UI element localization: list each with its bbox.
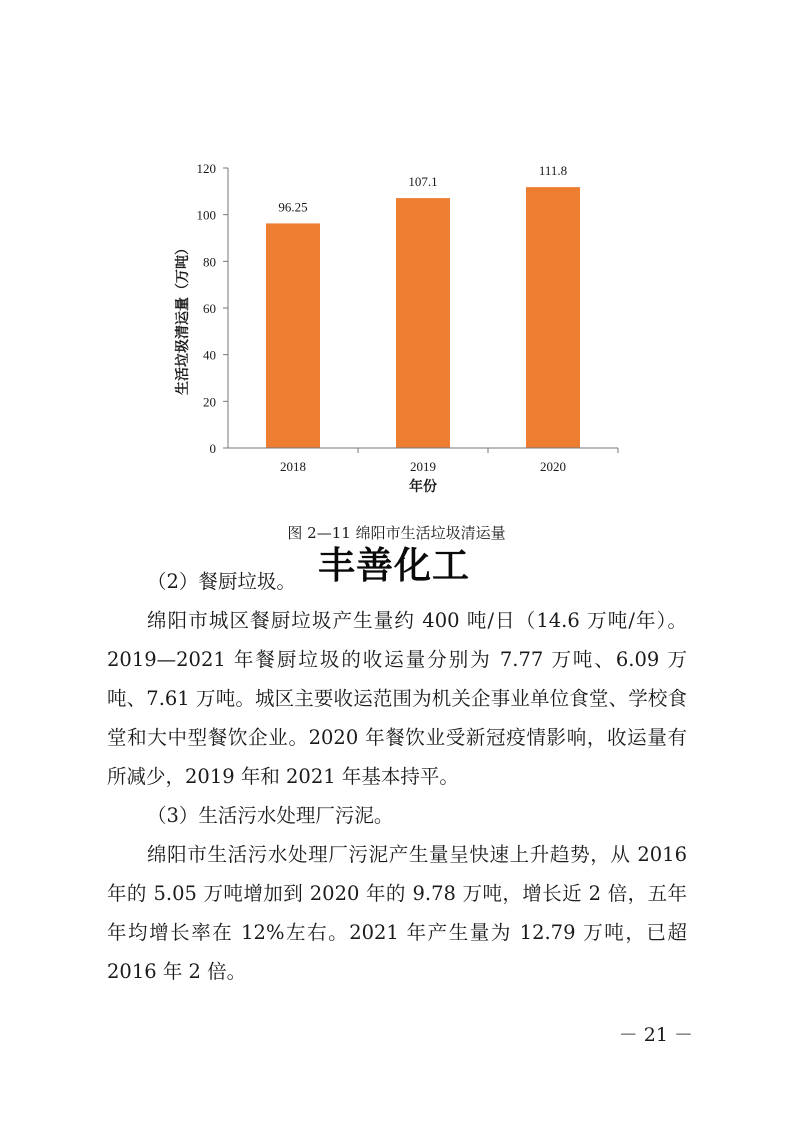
kitchen-waste-paragraph: 绵阳市城区餐厨垃圾产生量约 400 吨/日（14.6 万吨/年）。2019—2021 年餐厨垃圾的收运量分别为 7.77 万吨、6.09 万吨、7.61 万吨。城区主要收运范围为机关企事业单位食堂、学校食堂和大中型餐饮企业。2020 年餐饮业受新冠疫情影响，收运量有所减少，2019 年和 2021 年基本持平。 xyxy=(107,609,687,788)
bar xyxy=(396,198,450,448)
figure-caption: 图 2—11 绵阳市生活垃圾清运量 xyxy=(287,524,506,542)
sludge-paragraph: 绵阳市生活污水处理厂污泥产生量呈快速上升趋势，从 2016 年的 5.05 万吨增加到 2020 年的 9.78 万吨，增长近 2 倍，五年年均增长率在 12%左右。2021 年产生量为 12.79 万吨，已超 2016 年 2 倍。 xyxy=(107,843,687,983)
watermark-logo: 丰善化工 xyxy=(318,544,470,587)
bar xyxy=(526,187,580,448)
kitchen-waste-heading: （2）餐厨垃圾。 xyxy=(147,570,296,593)
y-tick-label: 20 xyxy=(203,394,216,410)
y-axis-ticks xyxy=(197,161,229,456)
data-label: 111.8 xyxy=(538,163,568,179)
y-tick-label: 60 xyxy=(203,301,216,316)
y-axis-title-group xyxy=(174,241,191,395)
y-tick-label: 40 xyxy=(203,347,216,363)
bar xyxy=(266,223,320,448)
x-axis-ticks xyxy=(280,448,618,474)
bar-chart xyxy=(160,150,620,500)
x-tick-label: 2019 xyxy=(410,459,436,474)
y-tick-label: 0 xyxy=(209,441,216,456)
x-axis-title: 年份 xyxy=(409,480,437,495)
sludge-heading: （3）生活污水处理厂污泥。 xyxy=(147,804,394,827)
y-tick-label: 120 xyxy=(196,161,216,176)
y-tick-label: 100 xyxy=(196,207,216,223)
data-label: 96.25 xyxy=(278,199,308,215)
y-axis-title: 生活垃圾清运量（万吨） xyxy=(176,241,191,395)
x-tick-label: 2018 xyxy=(280,459,306,474)
bars xyxy=(266,163,580,448)
x-tick-label: 2020 xyxy=(540,459,566,474)
page-number: － 21 － xyxy=(618,1024,693,1046)
data-label: 107.1 xyxy=(408,174,438,190)
y-tick-label: 80 xyxy=(203,254,216,270)
